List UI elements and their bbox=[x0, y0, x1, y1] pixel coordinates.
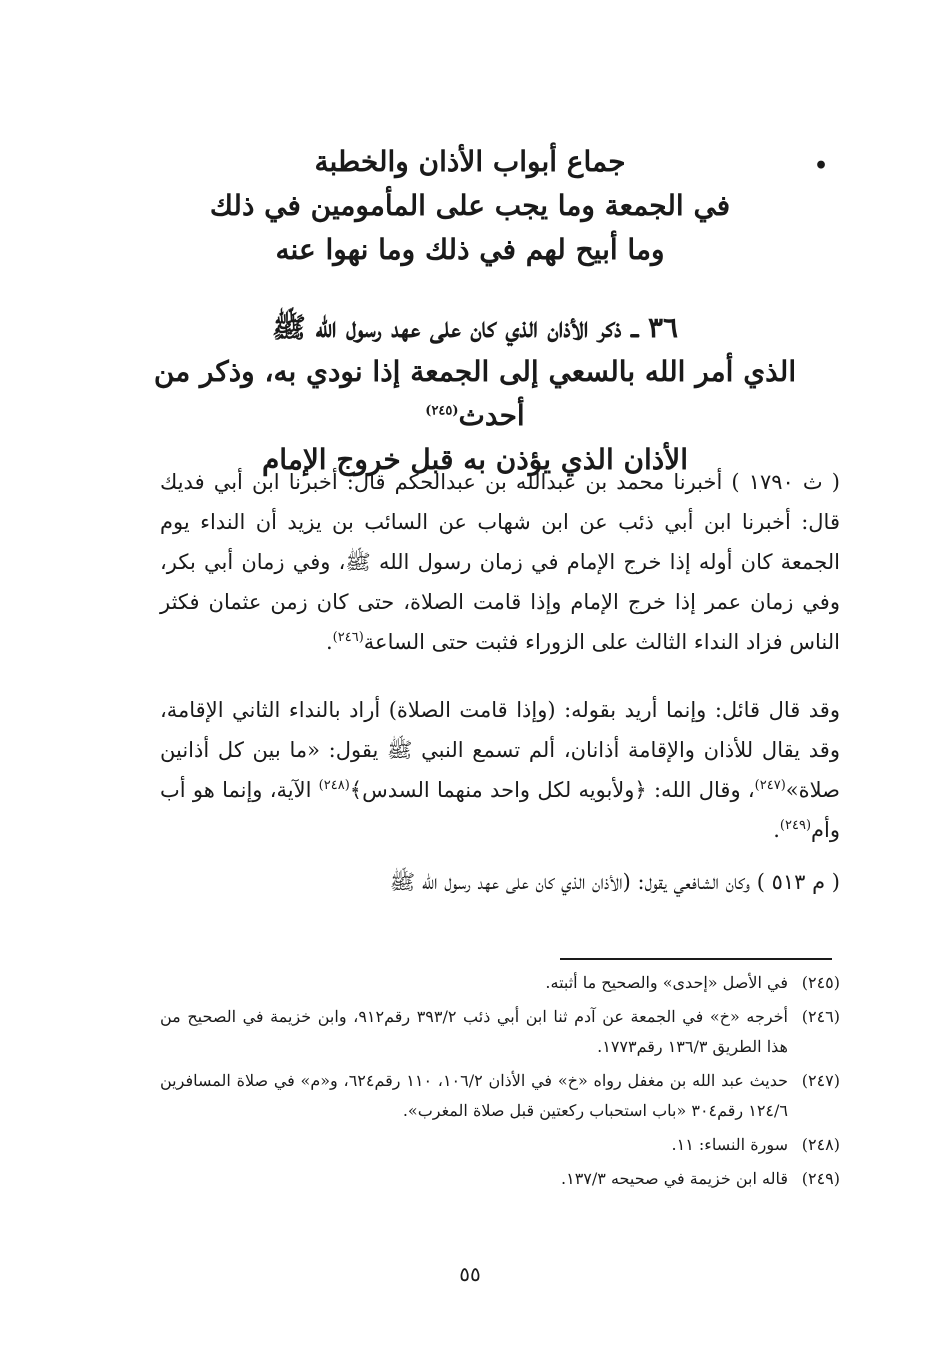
footnote-249 bbox=[160, 1164, 840, 1194]
section-heading-line-1: ٣٦ ــ ذكر الأذان الذي كان على عهد رسول الله ﷺ bbox=[271, 311, 679, 344]
footnote-number: (٢٤٧) bbox=[801, 1071, 840, 1090]
footnote-ref-247: (٢٤٧) bbox=[754, 778, 786, 793]
footnotes bbox=[160, 968, 840, 1198]
footnote-ref-245: (٢٤٥) bbox=[425, 403, 459, 419]
chapter-heading-line-1: جماع أبواب الأذان والخطبة bbox=[314, 145, 626, 178]
footnote-245 bbox=[160, 968, 840, 998]
page-number: ٥٥ bbox=[459, 1262, 481, 1286]
footnote-text: حديث عبد الله بن مغفل رواه «خ» في الأذان ١٠٦/٢، ١١٠ رقم٦٢٤، و«م» في صلاة المسافرين ١٢٤/٦ رقم٣٠٤ «باب استحباب ركعتين قبل صلاة المغرب». bbox=[160, 1071, 789, 1120]
footnote-246 bbox=[160, 1002, 840, 1062]
section-heading-line-2-text: الذي أمر الله بالسعي إلى الجمعة إذا نودي به، وذكر من أحدث bbox=[153, 355, 797, 432]
footnote-number: (٢٤٦) bbox=[801, 1007, 840, 1026]
footnote-ref-248: (٢٤٨) bbox=[318, 778, 350, 793]
footnote-number: (٢٤٩) bbox=[801, 1169, 840, 1188]
footnote-text: أخرجه «خ» في الجمعة عن آدم ثنا ابن أبي ذئب ٣٩٣/٢ رقم٩١٢، وابن خزيمة في الصحيح من هذا الطريق ١٣٦/٣ رقم١٧٧٣. bbox=[160, 1007, 788, 1056]
footnote-text: في الأصل «إحدى» والصحيح ما أثبته. bbox=[545, 973, 788, 992]
paragraph-end-mark: . bbox=[325, 630, 333, 654]
paragraph-end-mark: . bbox=[773, 818, 780, 842]
paragraph-hadith-1790 bbox=[160, 462, 840, 662]
chapter-heading bbox=[120, 140, 828, 272]
footnote-separator bbox=[560, 958, 832, 960]
paragraph-commentary-part-c: الآية، وإنما هو أب وأم bbox=[160, 778, 840, 842]
footnote-text: قاله ابن خزيمة في صحيحه ١٣٧/٣. bbox=[561, 1169, 788, 1188]
paragraph-shafii: ( م ٥١٣ ) وكان الشافعي يقول: (الأذان الذي كان على عهد رسول الله ﷺ bbox=[389, 870, 840, 894]
paragraph-hadith-1790-text: ( ث ١٧٩٠ ) أخبرنا محمد بن عبدالله بن عبدالحكم قال: أخبرنا ابن أبي فديك قال: أخبرنا ابن أبي ذئب عن ابن شهاب عن السائب بن يزيد أن النداء يوم الجمعة كان أوله إذا خرج الإمام في زمان رسول الله ﷺ، وفي زمان أبي بكر، وفي زمان عمر إذا خرج الإمام وإذا قامت الصلاة، حتى كان زمن عثمان فكثر الناس فزاد النداء الثالث على الزوراء فثبت حتى الساعة bbox=[160, 470, 840, 654]
section-heading bbox=[110, 306, 840, 482]
footnote-ref-249: (٢٤٩) bbox=[779, 818, 812, 833]
paragraph-commentary-part-b: ، وقال الله: ﴿ولأبويه لكل واحد منهما السدس﴾ bbox=[349, 778, 755, 802]
footnote-text: سورة النساء: ١١. bbox=[671, 1135, 788, 1154]
footnote-ref-246: (٢٤٦) bbox=[332, 630, 364, 645]
section-heading-line-3: الأذان الذي يؤذن به قبل خروج الإمام bbox=[261, 443, 689, 476]
footnote-247 bbox=[160, 1066, 840, 1126]
paragraph-commentary bbox=[160, 690, 840, 850]
footnote-number: (٢٤٨) bbox=[801, 1135, 840, 1154]
paragraph-commentary-part-a: وقد قال قائل: وإنما أريد بقوله: (وإذا قامت الصلاة) أراد بالنداء الثاني الإقامة، وقد يقال للأذان والإقامة أذانان، ألم تسمع النبي ﷺ يقول: «ما بين كل أذانين صلاة» bbox=[160, 698, 840, 802]
section-heading-line-2 bbox=[110, 350, 840, 438]
chapter-heading-line-3: وما أبيح لهم في ذلك وما نهوا عنه bbox=[275, 233, 665, 266]
chapter-heading-line-2: في الجمعة وما يجب على المأمومين في ذلك bbox=[209, 189, 731, 222]
footnote-248 bbox=[160, 1130, 840, 1160]
footnote-number: (٢٤٥) bbox=[801, 973, 840, 992]
bullet-icon: • bbox=[813, 153, 828, 179]
